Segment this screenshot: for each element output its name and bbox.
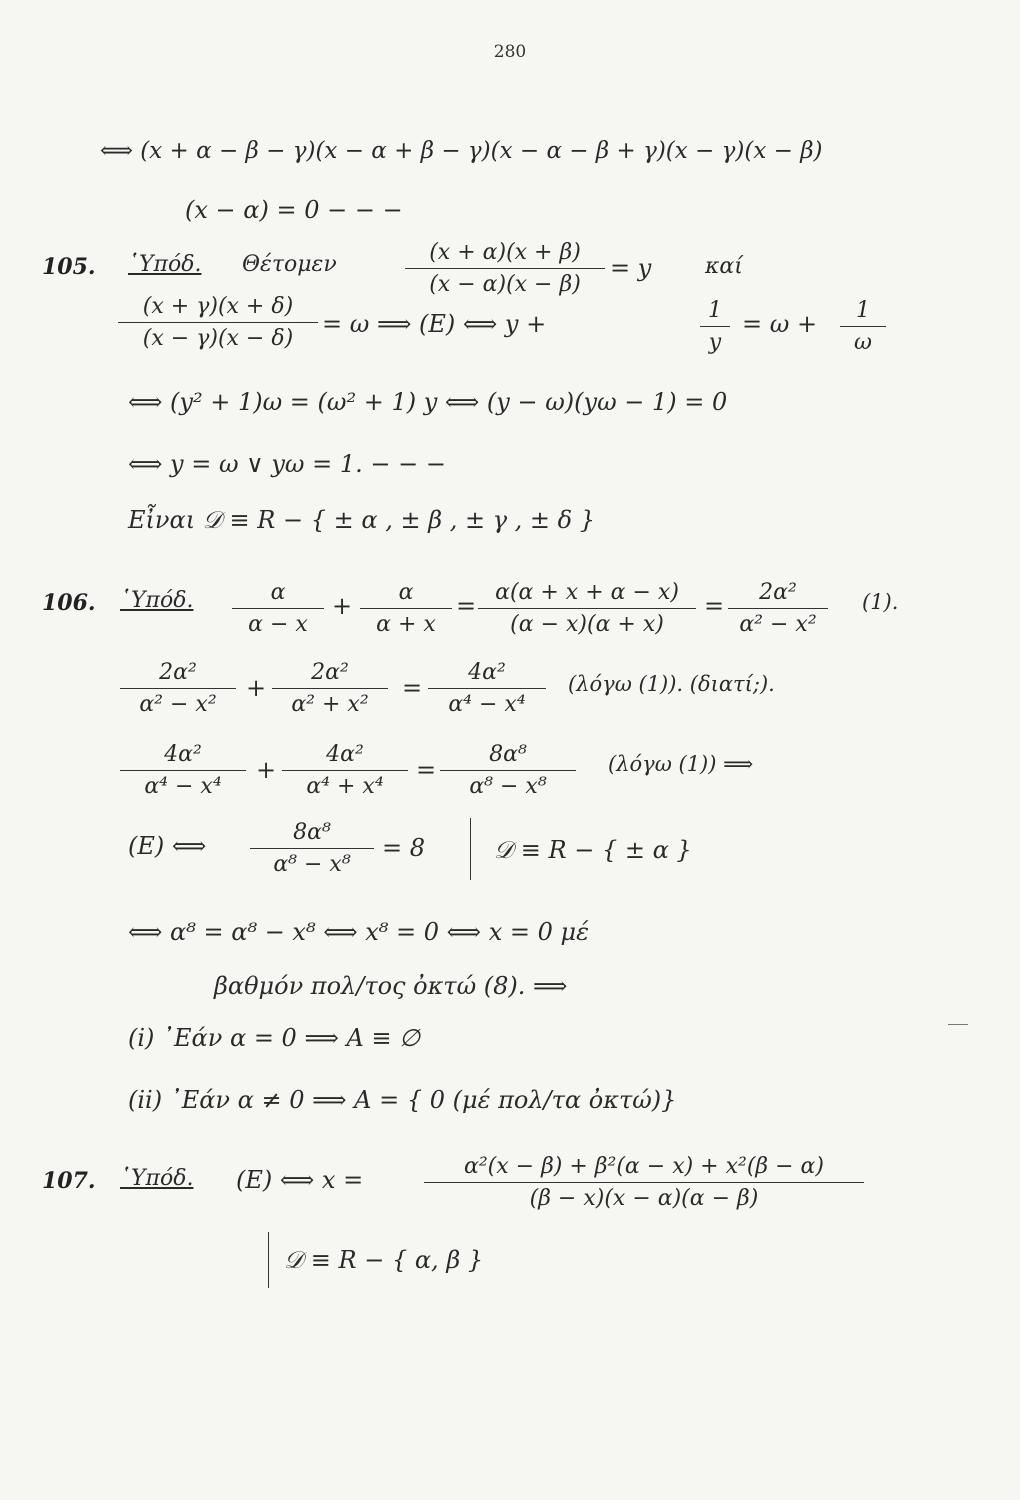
denominator: α − x — [248, 612, 308, 637]
equals-sign: = — [456, 592, 477, 620]
fraction — [728, 582, 828, 636]
domain-statement: 𝒟 ≡ R − { α, β } — [284, 1246, 484, 1274]
fraction — [428, 662, 546, 716]
domain-statement: 𝒟 ≡ R − { ± α } — [494, 836, 692, 864]
denominator: (x − α)(x − β) — [429, 272, 581, 297]
denominator: α⁴ − x⁴ — [448, 692, 526, 717]
denominator: α⁸ − x⁸ — [469, 774, 547, 799]
margin-mark — [948, 1024, 968, 1025]
denominator: α² − x² — [739, 612, 817, 637]
denominator: α⁴ − x⁴ — [144, 774, 222, 799]
fraction — [120, 662, 236, 716]
problem-number: 106. — [42, 590, 96, 616]
numerator: 4α² — [428, 662, 546, 689]
denominator: α² − x² — [139, 692, 217, 717]
text-word: Θέτομεν — [242, 252, 337, 277]
denominator: (x − γ)(x − δ) — [142, 326, 294, 351]
fraction — [424, 1156, 864, 1210]
equation-part: (Ε) ⟺ x = — [236, 1166, 364, 1194]
numerator: (x + γ)(x + δ) — [118, 296, 318, 323]
hint-label: ῾Υπόδ. — [120, 1166, 194, 1191]
denominator: α + x — [376, 612, 436, 637]
fraction — [250, 822, 374, 876]
equation-part: = y — [610, 254, 652, 282]
equation-line: ⟺ (y² + 1)ω = (ω² + 1) y ⟺ (y − ω)(yω − 1) = 0 — [128, 388, 728, 416]
numerator: 8α⁸ — [250, 822, 374, 849]
fraction — [282, 744, 408, 798]
numerator: 2α² — [728, 582, 828, 609]
fraction — [440, 744, 576, 798]
fraction — [120, 744, 246, 798]
equals-sign: = — [416, 756, 437, 784]
numerator: 2α² — [120, 662, 236, 689]
numerator: α²(x − β) + β²(α − x) + x²(β − α) — [424, 1156, 864, 1183]
numerator: 1 — [700, 300, 730, 327]
fraction — [478, 582, 696, 636]
equation-line: ⟺ y = ω ∨ yω = 1. − − − — [128, 450, 446, 478]
denominator: (β − x)(x − α)(α − β) — [529, 1186, 759, 1211]
numerator: 8α⁸ — [440, 744, 576, 771]
text-word: καί — [705, 254, 743, 279]
equation-line: ⟺ (x + α − β − γ)(x − α + β − γ)(x − α − β + γ)(x − γ)(x − β) — [100, 138, 823, 164]
note: (λόγω (1)) ⟹ — [608, 752, 754, 776]
fraction — [700, 300, 730, 354]
fraction — [840, 300, 886, 354]
equals-sign: = — [704, 592, 725, 620]
fraction — [118, 296, 318, 350]
equation-part: = ω ⟹ (Ε) ⟺ y + — [322, 310, 547, 338]
equation-line: (ii) ᾿Εάν α ≠ 0 ⟹ A = { 0 (μέ πολ/τα ὀκτώ)} — [128, 1086, 677, 1114]
fraction — [272, 662, 388, 716]
equals-sign: = — [402, 674, 423, 702]
plus-sign: + — [256, 756, 277, 784]
equation-part: (Ε) ⟺ — [128, 832, 207, 860]
equation-line: βαθμόν πολ/τος ὀκτώ (8). ⟹ — [214, 972, 568, 1000]
equation-part: = 8 — [382, 834, 426, 862]
problem-number: 105. — [42, 254, 96, 280]
problem-number: 107. — [42, 1168, 96, 1194]
denominator: α² + x² — [291, 692, 369, 717]
plus-sign: + — [332, 592, 353, 620]
numerator: 4α² — [120, 744, 246, 771]
fraction — [360, 582, 452, 636]
equation-part: = ω + — [742, 310, 818, 338]
equation-line: Εἶναι 𝒟 ≡ R − { ± α , ± β , ± γ , ± δ } — [128, 506, 596, 534]
page-number: 280 — [493, 42, 527, 62]
equation-line: ⟺ α⁸ = α⁸ − x⁸ ⟺ x⁸ = 0 ⟺ x = 0 μέ — [128, 918, 589, 946]
denominator: α⁴ + x⁴ — [306, 774, 384, 799]
denominator: ω — [854, 330, 872, 355]
reference: (1). — [862, 590, 899, 614]
numerator: (x + α)(x + β) — [405, 242, 605, 269]
fraction — [232, 582, 324, 636]
separator-bar — [268, 1232, 269, 1288]
equation-line: (x − α) = 0 − − − — [185, 196, 403, 224]
denominator: α⁸ − x⁸ — [273, 852, 351, 877]
hint-label: ῾Υπόδ. — [128, 252, 202, 277]
separator-bar — [470, 818, 471, 880]
numerator: 1 — [840, 300, 886, 327]
denominator: y — [708, 330, 722, 355]
plus-sign: + — [246, 674, 267, 702]
numerator: 4α² — [282, 744, 408, 771]
hint-label: ῾Υπόδ. — [120, 588, 194, 613]
equation-line: (i) ᾿Εάν α = 0 ⟹ A ≡ ∅ — [128, 1024, 421, 1052]
numerator: α — [232, 582, 324, 609]
fraction — [405, 242, 605, 296]
note: (λόγω (1)). (διατί;). — [568, 672, 775, 696]
numerator: α — [360, 582, 452, 609]
numerator: α(α + x + α − x) — [478, 582, 696, 609]
numerator: 2α² — [272, 662, 388, 689]
denominator: (α − x)(α + x) — [510, 612, 664, 637]
